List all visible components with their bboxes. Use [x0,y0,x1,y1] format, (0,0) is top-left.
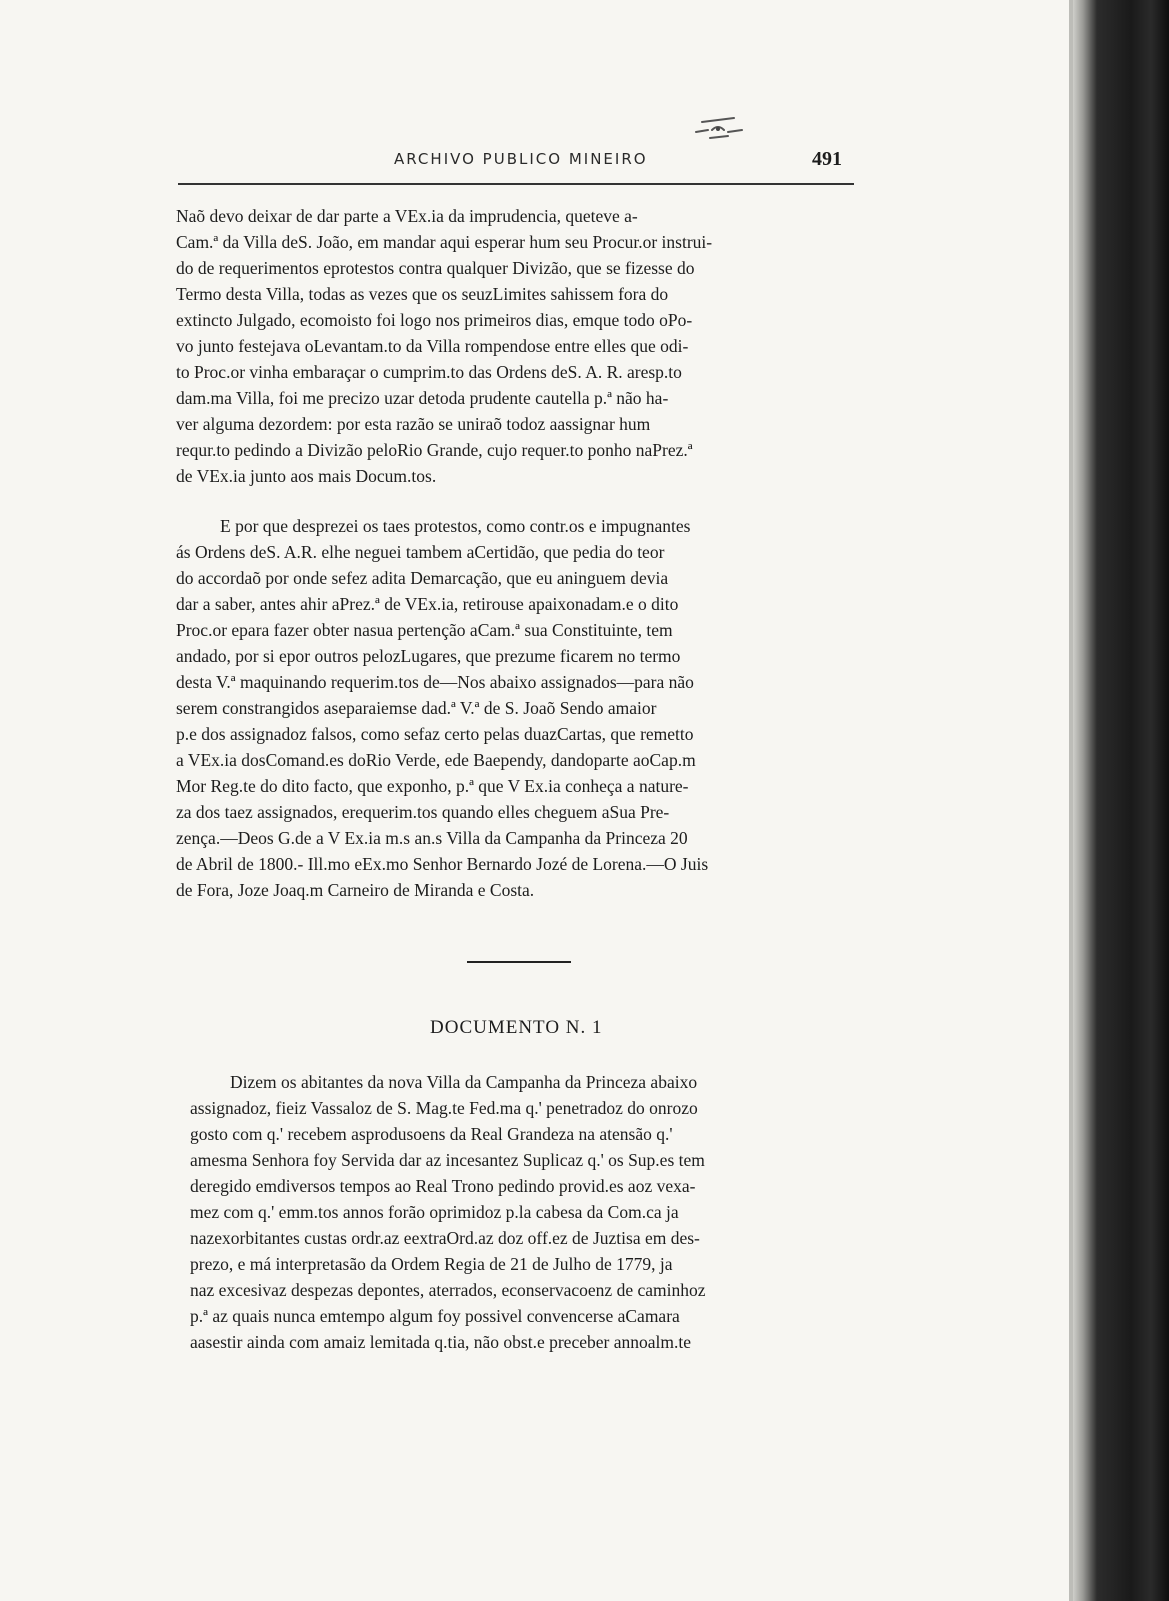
text-line: de Fora, Joze Joaq.m Carneiro de Miranda e Costa. [176,880,535,900]
text-line: requr.to pedindo a Divizão peloRio Grande, cujo requer.to ponho naPrez.ª [176,440,693,460]
text-line: E por que desprezei os taes protestos, como contr.os e impugnantes [220,516,691,536]
text-line: nazexorbitantes custas ordr.az eextraOrd.az doz off.ez de Juztisa em des- [190,1228,700,1248]
text-line: Dizem os abitantes da nova Villa da Campanha da Princeza abaixo [230,1072,698,1092]
text-line: ver alguma dezordem: por esta razão se uniraõ todoz aassignar hum [176,414,651,434]
text-line: Mor Reg.te do dito facto, que exponho, p.ª que V Ex.ia conheça a nature- [176,776,689,796]
text-line: andado, por si epor outros pelozLugares, que prezume ficarem no termo [176,646,681,666]
text-line: p.ª az quais nunca emtempo algum foy possivel convencerse aCamara [190,1306,680,1326]
text-line: p.e dos assignadoz falsos, como sefaz certo pelas duazCartas, que remetto [176,724,694,744]
text-line: naz excesivaz despezas depontes, aterrados, econservacoenz de caminhoz [190,1280,706,1300]
section-divider [467,961,571,963]
text-line: amesma Senhora foy Servida dar az incesantez Suplicaz q.' os Sup.es tem [190,1150,705,1170]
text-line: serem constrangidos aseparaiemse dad.ª V.ª de S. Joaõ Sendo amaior [176,698,657,718]
header-rule [178,183,854,185]
paragraph-2 [176,513,854,903]
document-title: DOCUMENTO N. 1 [430,1017,603,1038]
text-line: prezo, e má interpretasão da Ordem Regia de 21 de Julho de 1779, ja [190,1254,673,1274]
text-line: dar a saber, antes ahir aPrez.ª de VEx.ia, retirouse apaixonadam.e o dito [176,594,679,614]
text-line: extincto Julgado, ecomoisto foi logo nos primeiros dias, emque todo oPo- [176,310,693,330]
text-line: to Proc.or vinha embaraçar o cumprim.to das Ordens deS. A. R. aresp.to [176,362,682,382]
book-binding-shadow [1071,0,1169,1601]
text-line: deregido emdiversos tempos ao Real Trono pedindo provid.es aoz vexa- [190,1176,696,1196]
page-edge [1069,0,1073,1601]
text-line: de VEx.ia junto aos mais Docum.tos. [176,466,437,486]
text-line: ás Ordens deS. A.R. elhe neguei tambem aCertidão, que pedia do teor [176,542,665,562]
printer-ornament-icon [688,114,748,144]
text-line: assignadoz, fieiz Vassaloz de S. Mag.te Fed.ma q.' penetradoz do onrozo [190,1098,698,1118]
text-line: Termo desta Villa, todas as vezes que os seuzLimites sahissem fora do [176,284,669,304]
text-line: zença.—Deos G.de a V Ex.ia m.s an.s Villa da Campanha da Princeza 20 [176,828,688,848]
running-title: ARCHIVO PUBLICO MINEIRO [394,150,648,168]
text-line: gosto com q.' recebem asprodusoens da Real Grandeza na atensão q.' [190,1124,673,1144]
running-header [186,148,856,174]
text-line: vo junto festejava oLevantam.to da Villa rompendose entre elles que odi- [176,336,689,356]
text-line: aasestir ainda com amaiz lemitada q.tia, não obst.e preceber annoalm.te [190,1332,691,1352]
paragraph-3 [190,1069,850,1355]
text-line: desta V.ª maquinando requerim.tos de—Nos abaixo assignados—para não [176,672,694,692]
page-number: 491 [812,148,842,170]
text-line: do de requerimentos eprotestos contra qualquer Divizão, que se fizesse do [176,258,695,278]
text-line: mez com q.' emm.tos annos forão oprimidoz p.la cabesa da Com.ca ja [190,1202,679,1222]
text-line: do accordaõ por onde sefez adita Demarcação, que eu aninguem devia [176,568,669,588]
text-line: Cam.ª da Villa deS. João, em mandar aqui esperar hum seu Procur.or instrui- [176,232,713,252]
text-line: Naõ devo deixar de dar parte a VEx.ia da imprudencia, queteve a- [176,206,638,226]
text-line: za dos taez assignados, erequerim.tos quando elles cheguem aSua Pre- [176,802,670,822]
text-line: dam.ma Villa, foi me precizo uzar detoda prudente cautella p.ª não ha- [176,388,669,408]
text-line: a VEx.ia dosComand.es doRio Verde, ede Baependy, dandoparte aoCap.m [176,750,696,770]
paragraph-1 [176,203,854,489]
text-line: de Abril de 1800.- Ill.mo eEx.mo Senhor Bernardo Jozé de Lorena.—O Juis [176,854,709,874]
text-line: Proc.or epara fazer obter nasua pertenção aCam.ª sua Constituinte, tem [176,620,673,640]
